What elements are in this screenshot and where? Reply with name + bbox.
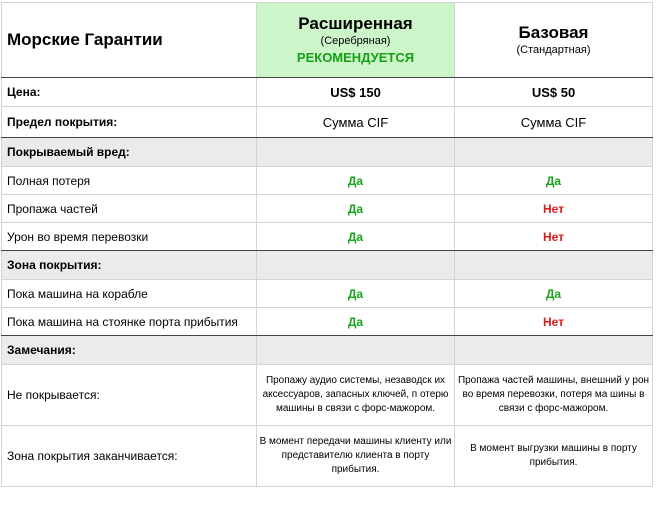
plan-basic-value: Нет: [455, 195, 653, 223]
plan-basic-name: Базовая: [518, 22, 589, 42]
plan-basic-note: В момент выгрузки машины в порту прибытия.: [455, 426, 653, 487]
plan-extended-header: [257, 3, 455, 78]
section-header-notes: [2, 336, 653, 365]
plan-extended-price: US$ 150: [257, 78, 455, 107]
table-row: [2, 223, 653, 251]
row-label: Пока машина на корабле: [2, 280, 257, 308]
table-row: [2, 308, 653, 336]
plan-extended-subtitle: (Серебряная): [320, 34, 391, 47]
row-label: Не покрывается:: [2, 365, 257, 426]
plan-basic-value: Да: [455, 280, 653, 308]
plan-basic-value: Да: [455, 167, 653, 195]
section-header-damage: [2, 138, 653, 167]
section-title-zone: Зона покрытия:: [2, 251, 257, 280]
plan-basic-value: Нет: [455, 223, 653, 251]
limit-row: [2, 107, 653, 138]
plan-extended-name: Расширенная: [298, 13, 413, 33]
row-label: Урон во время перевозки: [2, 223, 257, 251]
plan-extended-value: Да: [257, 280, 455, 308]
plan-basic-limit: Сумма CIF: [455, 107, 653, 138]
plan-extended-value: Да: [257, 195, 455, 223]
section-title-notes: Замечания:: [2, 336, 257, 365]
plan-basic-header: [455, 3, 653, 78]
row-label: Полная потеря: [2, 167, 257, 195]
row-label: Зона покрытия заканчивается:: [2, 426, 257, 487]
plan-extended-note: Пропажу аудио системы, незаводск их аксессуаров, запасных ключей, п отерю машины в связи с форс-мажором.: [257, 365, 455, 426]
table-row: [2, 167, 653, 195]
recommended-badge: РЕКОМЕНДУЕТСЯ: [296, 49, 415, 65]
plan-basic-price: US$ 50: [455, 78, 653, 107]
table-title: Морские Гарантии: [2, 3, 257, 78]
table-row: [2, 426, 653, 487]
limit-label: Предел покрытия:: [2, 107, 257, 138]
header-row: [2, 3, 653, 78]
plan-extended-value: Да: [257, 223, 455, 251]
plan-extended-value: Да: [257, 308, 455, 336]
comparison-table: [1, 2, 653, 487]
plan-extended-limit: Сумма CIF: [257, 107, 455, 138]
section-header-zone: [2, 251, 653, 280]
price-label: Цена:: [2, 78, 257, 107]
plan-basic-subtitle: (Стандартная): [516, 43, 591, 56]
plan-extended-note: В момент передачи машины клиенту или представителю клиента в порту прибытия.: [257, 426, 455, 487]
row-label: Пропажа частей: [2, 195, 257, 223]
price-row: [2, 78, 653, 107]
table-row: [2, 280, 653, 308]
plan-extended-value: Да: [257, 167, 455, 195]
table-row: [2, 195, 653, 223]
table-row: [2, 365, 653, 426]
row-label: Пока машина на стоянке порта прибытия: [2, 308, 257, 336]
section-title-damage: Покрываемый вред:: [2, 138, 257, 167]
plan-basic-value: Нет: [455, 308, 653, 336]
plan-basic-note: Пропажа частей машины, внешний у рон во время перевозки, потеря ма шины в связи с форс-мажором.: [455, 365, 653, 426]
